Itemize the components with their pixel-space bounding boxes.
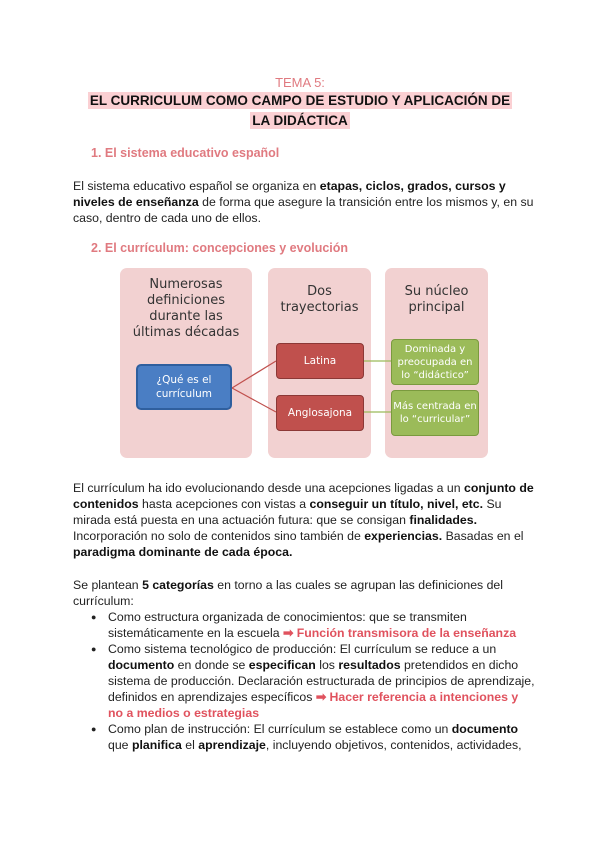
document-title-line2: LA DIDÁCTICA bbox=[252, 113, 348, 128]
curriculum-evolution-paragraph: El currículum ha ido evolucionando desde una acepciones ligadas a un conjunto de contenidos hasta acepciones con vistas a conseguir un título, nivel, etc. Su mirada está puesta en una actuación futura: que se consigan finalidades. Incorporación no solo de contenidos sino también de experiencias. Basadas en el paradigma dominante de cada época. bbox=[73, 481, 534, 559]
panel-definitions-title: Numerosas definiciones durante las últimas décadas bbox=[132, 277, 240, 340]
tema-label: TEMA 5: bbox=[275, 75, 325, 90]
connector-anglosajona bbox=[232, 388, 276, 412]
curriculum-diagram bbox=[120, 268, 488, 458]
section-2-heading: 2. El currículum: concepciones y evolución bbox=[91, 241, 349, 255]
section-1-heading: 1. El sistema educativo español bbox=[91, 146, 280, 160]
category-item-3: ● Como plan de instrucción: El currículum se establece como un documento que planifica el aprendizaje, incluyendo objetivos, contenidos, actividades, bbox=[91, 721, 535, 753]
connector-latina bbox=[232, 361, 276, 388]
didactic-box: Dominada y preocupada en lo “didáctico” bbox=[391, 339, 479, 385]
curricular-box: Más centrada en lo “curricular” bbox=[391, 390, 479, 436]
document-title-line1: EL CURRICULUM COMO CAMPO DE ESTUDIO Y APLICACIÓN DE bbox=[89, 93, 511, 108]
category-item-1: ● Como estructura organizada de conocimientos: que se transmiten sistemáticamente en la escuela ➡ Función transmisora de la enseñanza bbox=[91, 609, 535, 641]
categories-intro-paragraph: Se plantean 5 categorías en torno a las cuales se agrupan las definiciones del currículum: bbox=[73, 578, 504, 608]
anglosajona-box: Anglosajona bbox=[276, 395, 364, 431]
category-item-2: ● Como sistema tecnológico de producción: El currículum se reduce a un documento en donde se especifican los resultados pretendidos en dicho sistema de producción. Declaración estructurada de principios de aprendizaje, definidos en aprendizajes específicos ➡ Hacer referencia a intenciones y no a medios o estrategias bbox=[91, 641, 535, 721]
panel-core-title: Su núcleo principal bbox=[404, 284, 469, 315]
what-is-curriculum-box: ¿Qué es el currículum bbox=[136, 364, 232, 410]
panel-trajectories-title: Dos trayectorias bbox=[280, 284, 359, 315]
section-1-paragraph: El sistema educativo español se organiza en etapas, ciclos, grados, cursos y niveles de enseñanza de forma que asegure la transición entre los mismos y, en su caso, dentro de cada uno de ellos. bbox=[73, 179, 534, 225]
categories-list bbox=[91, 609, 535, 753]
latina-box: Latina bbox=[276, 343, 364, 379]
